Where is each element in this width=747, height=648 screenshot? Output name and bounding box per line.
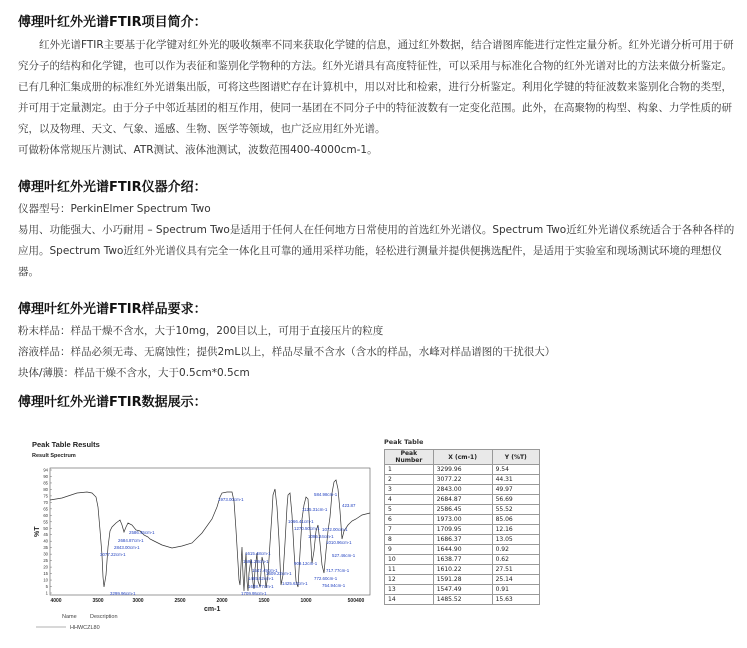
section-heading-sample-req: 傅理叶红外光谱FTIR样品要求：: [18, 302, 207, 317]
table-row: [385, 595, 540, 605]
peak-label: 1010.96cm-1: [326, 540, 352, 545]
peak-label: 2843.00cm-1: [114, 545, 140, 550]
req-bulk-film: 块体/薄膜：样品干燥不含水，大于0.5cm*0.5cm: [18, 367, 250, 379]
peak-label: 3299.96cm-1: [110, 591, 136, 596]
table-cell: 25.14: [492, 575, 539, 585]
table-row: [385, 515, 540, 525]
peak-label: 423.87: [342, 503, 356, 508]
table-cell: 3077.22: [433, 475, 492, 485]
col-header-y: Y (%T): [492, 450, 539, 465]
table-cell: 9: [385, 545, 434, 555]
table-cell: 4: [385, 495, 434, 505]
table-row: [385, 465, 540, 475]
peak-label: 1591.28cm-1: [243, 559, 269, 564]
peak-label: 754.94cm-1: [322, 583, 346, 588]
table-row: [385, 575, 540, 585]
y-tick-label: 75: [43, 493, 48, 499]
table-cell: 2: [385, 475, 434, 485]
ir-spectrum-chart: [32, 435, 384, 645]
y-tick-label: 40: [43, 538, 48, 544]
table-row: [385, 505, 540, 515]
y-tick-label: 10: [43, 577, 48, 583]
legend-sample-name: HHWCZL80: [70, 625, 100, 631]
article: [18, 8, 740, 412]
table-cell: 11: [385, 565, 434, 575]
peak-label: 1072.00cm-1: [322, 527, 348, 532]
table-cell: 0.62: [492, 555, 539, 565]
peak-label: 772.60cm-1: [314, 576, 338, 581]
section-heading-instrument: 傅理叶红外光谱FTIR仪器介绍：: [18, 180, 207, 195]
table-cell: 12.16: [492, 525, 539, 535]
peak-table-header-row: [385, 450, 540, 465]
peak-label: 1485.52cm-1: [248, 576, 274, 581]
table-cell: 8: [385, 535, 434, 545]
x-tick-label: 1000: [300, 598, 312, 604]
y-tick-label: 60: [43, 512, 48, 518]
table-cell: 1709.95: [433, 525, 492, 535]
test-range-paragraph: 可做粉体常规压片测试、ATR测试、液体池测试，波数范围400-4000cm-1。: [18, 144, 378, 156]
table-cell: 1638.77: [433, 555, 492, 565]
peak-label: 3077.22cm-1: [100, 552, 126, 557]
table-cell: 14: [385, 595, 434, 605]
table-cell: 0.91: [492, 585, 539, 595]
y-tick-label: 70: [43, 499, 48, 505]
peak-label: 1547.49cm-1: [252, 568, 278, 573]
y-tick-label: 50: [43, 525, 48, 531]
table-cell: 27.51: [492, 565, 539, 575]
table-cell: 7: [385, 525, 434, 535]
req-solution: 溶液样品：样品必须无毒、无腐蚀性；提供2mL以上，样品尽量不含水（含水的样品，水峰对样品谱图的干扰很大）: [18, 346, 556, 358]
table-cell: 49.97: [492, 485, 539, 495]
peak-table: [384, 449, 540, 605]
legend-name-header: Name: [62, 614, 77, 620]
table-cell: 5: [385, 505, 434, 515]
x-tick-label: 500400: [347, 598, 365, 604]
y-tick-label: 85: [43, 480, 48, 486]
table-cell: 13.05: [492, 535, 539, 545]
section-heading-intro: 傅理叶红外光谱FTIR项目简介：: [18, 15, 207, 30]
table-cell: 1: [385, 465, 434, 475]
table-cell: 6: [385, 515, 434, 525]
peak-label: 2684.87cm-1: [118, 538, 144, 543]
peak-table-panel: [384, 438, 554, 605]
table-cell: 1591.28: [433, 575, 492, 585]
y-tick-label: 5: [45, 584, 48, 590]
peak-label: 909.12cm-1: [294, 561, 318, 566]
table-cell: 2586.45: [433, 505, 492, 515]
table-cell: 2684.87: [433, 495, 492, 505]
y-tick-label: 45: [43, 532, 48, 538]
table-cell: 9.54: [492, 465, 539, 475]
peak-label: 1709.95cm-1: [241, 591, 267, 596]
table-cell: 1973.00: [433, 515, 492, 525]
x-tick-label: 2500: [174, 598, 186, 604]
table-row: [385, 525, 540, 535]
peak-label-group: [100, 492, 356, 596]
x-tick-label: 3000: [132, 598, 144, 604]
table-cell: 3299.96: [433, 465, 492, 475]
legend-desc-header: Description: [90, 614, 118, 620]
peak-label: 527.46cm-1: [332, 553, 356, 558]
y-tick-label: 94: [43, 467, 48, 473]
x-tick-label: 4000: [50, 598, 62, 604]
req-powder: 粉末样品：样品干燥不含水，大于10mg，200目以上，可用于直接压片的粒度: [18, 325, 384, 337]
y-tick-label: 15: [43, 571, 48, 577]
table-row: [385, 565, 540, 575]
peak-label: 1973.00cm-1: [218, 497, 244, 502]
y-tick-label: 30: [43, 551, 48, 557]
x-axis-label: cm-1: [204, 606, 221, 613]
table-cell: 44.31: [492, 475, 539, 485]
table-row: [385, 585, 540, 595]
y-tick-label: 20: [43, 564, 48, 570]
table-cell: 10: [385, 555, 434, 565]
x-tick-label: 2000: [216, 598, 228, 604]
table-row: [385, 485, 540, 495]
peak-label: 1638.77cm-1: [248, 584, 274, 589]
section-heading-data: 傅理叶红外光谱FTIR数据展示：: [18, 395, 207, 410]
peak-label: 717.77cm-1: [326, 568, 350, 573]
peak-label: 584.98cm-1: [314, 492, 338, 497]
peak-label: 2586.45cm-1: [129, 530, 155, 535]
x-axis-ticks: [50, 598, 364, 604]
table-row: [385, 495, 540, 505]
intro-paragraph: 红外光谱FTIR主要基于化学键对红外光的吸收频率不同来获取化学键的信息，通过红外数据，结合谱图库能进行定性定量分析。红外光谱分析可用于研究分子的结构和化学键，也可以作为表征和鉴别化学物种的方法。红外光谱具有高度特征性，可以采用与标准化合物的红外光谱对比的方法来做分析鉴定。已有几种汇集成册的标准红外光谱集出版，可将这些图谱贮存在计算机中，用以对比和检索，进行分析鉴定。利用化学键的特征波数来鉴别化合物的类型，并可用于定量测定。由于分子中邻近基团的相互作用，使同一基团在不同分子中的特征波数有一定变化范围。此外，在高聚物的构型、构象、力学性质的研究，以及物理、天文、气象、遥感、生物、医学等领域，也广泛应用红外光谱。: [18, 39, 734, 135]
spectrum-title: Peak Table Results: [32, 440, 100, 449]
col-header-x: X (cm-1): [433, 450, 492, 465]
peak-label: 1066.41cm-1: [288, 519, 314, 524]
peak-table-title: Peak Table: [384, 438, 424, 446]
table-cell: 0.92: [492, 545, 539, 555]
y-axis-label: %T: [34, 526, 41, 537]
peak-label: 1425.63cm-1: [282, 581, 308, 586]
table-cell: 1485.52: [433, 595, 492, 605]
table-cell: 15.63: [492, 595, 539, 605]
peak-label: 1615.48cm-1: [245, 551, 271, 556]
table-cell: 1686.37: [433, 535, 492, 545]
table-cell: 56.69: [492, 495, 539, 505]
table-row: [385, 555, 540, 565]
table-row: [385, 475, 540, 485]
y-tick-label: 55: [43, 519, 48, 525]
table-cell: 1610.22: [433, 565, 492, 575]
peak-label: 1270.50cm-1: [294, 526, 320, 531]
table-cell: 55.52: [492, 505, 539, 515]
y-tick-label: 25: [43, 558, 48, 564]
y-axis-ticks: [43, 468, 52, 596]
table-cell: 1644.90: [433, 545, 492, 555]
x-tick-label: 1500: [258, 598, 270, 604]
table-row: [385, 535, 540, 545]
data-figures: [18, 435, 740, 645]
table-row: [385, 545, 540, 555]
table-cell: 1547.49: [433, 585, 492, 595]
table-cell: 3: [385, 485, 434, 495]
y-tick-label: 35: [43, 545, 48, 551]
y-tick-label: 1: [45, 590, 48, 596]
peak-label: 1125.31cm-1: [302, 507, 328, 512]
instrument-model: 仪器型号：PerkinElmer Spectrum Two: [18, 203, 211, 215]
col-header-peak-number: Peak Number: [385, 450, 434, 465]
y-tick-label: 90: [43, 473, 48, 479]
spectrum-subtitle: Result Spectrum: [32, 453, 76, 459]
table-cell: 2843.00: [433, 485, 492, 495]
peak-label: 1095.24cm-1: [308, 534, 334, 539]
y-tick-label: 80: [43, 486, 48, 492]
y-tick-label: 65: [43, 506, 48, 512]
peak-label: 1609.22cm-1: [266, 571, 292, 576]
table-cell: 85.06: [492, 515, 539, 525]
x-tick-label: 3500: [92, 598, 104, 604]
peak-table-body: [385, 465, 540, 605]
instrument-description: 易用、功能强大、小巧耐用 – Spectrum Two是适用于任何人在任何地方日常使用的首选红外光谱仪。Spectrum Two近红外光谱仪系统适合于各种各样的应用。Spectrum Two近红外光谱仪具有完全一体化且可靠的通用采样功能，轻松进行测量并提供便携选配件，是适用于实验室和现场测试环境的理想仪器。: [18, 224, 735, 278]
table-cell: 13: [385, 585, 434, 595]
table-cell: 12: [385, 575, 434, 585]
